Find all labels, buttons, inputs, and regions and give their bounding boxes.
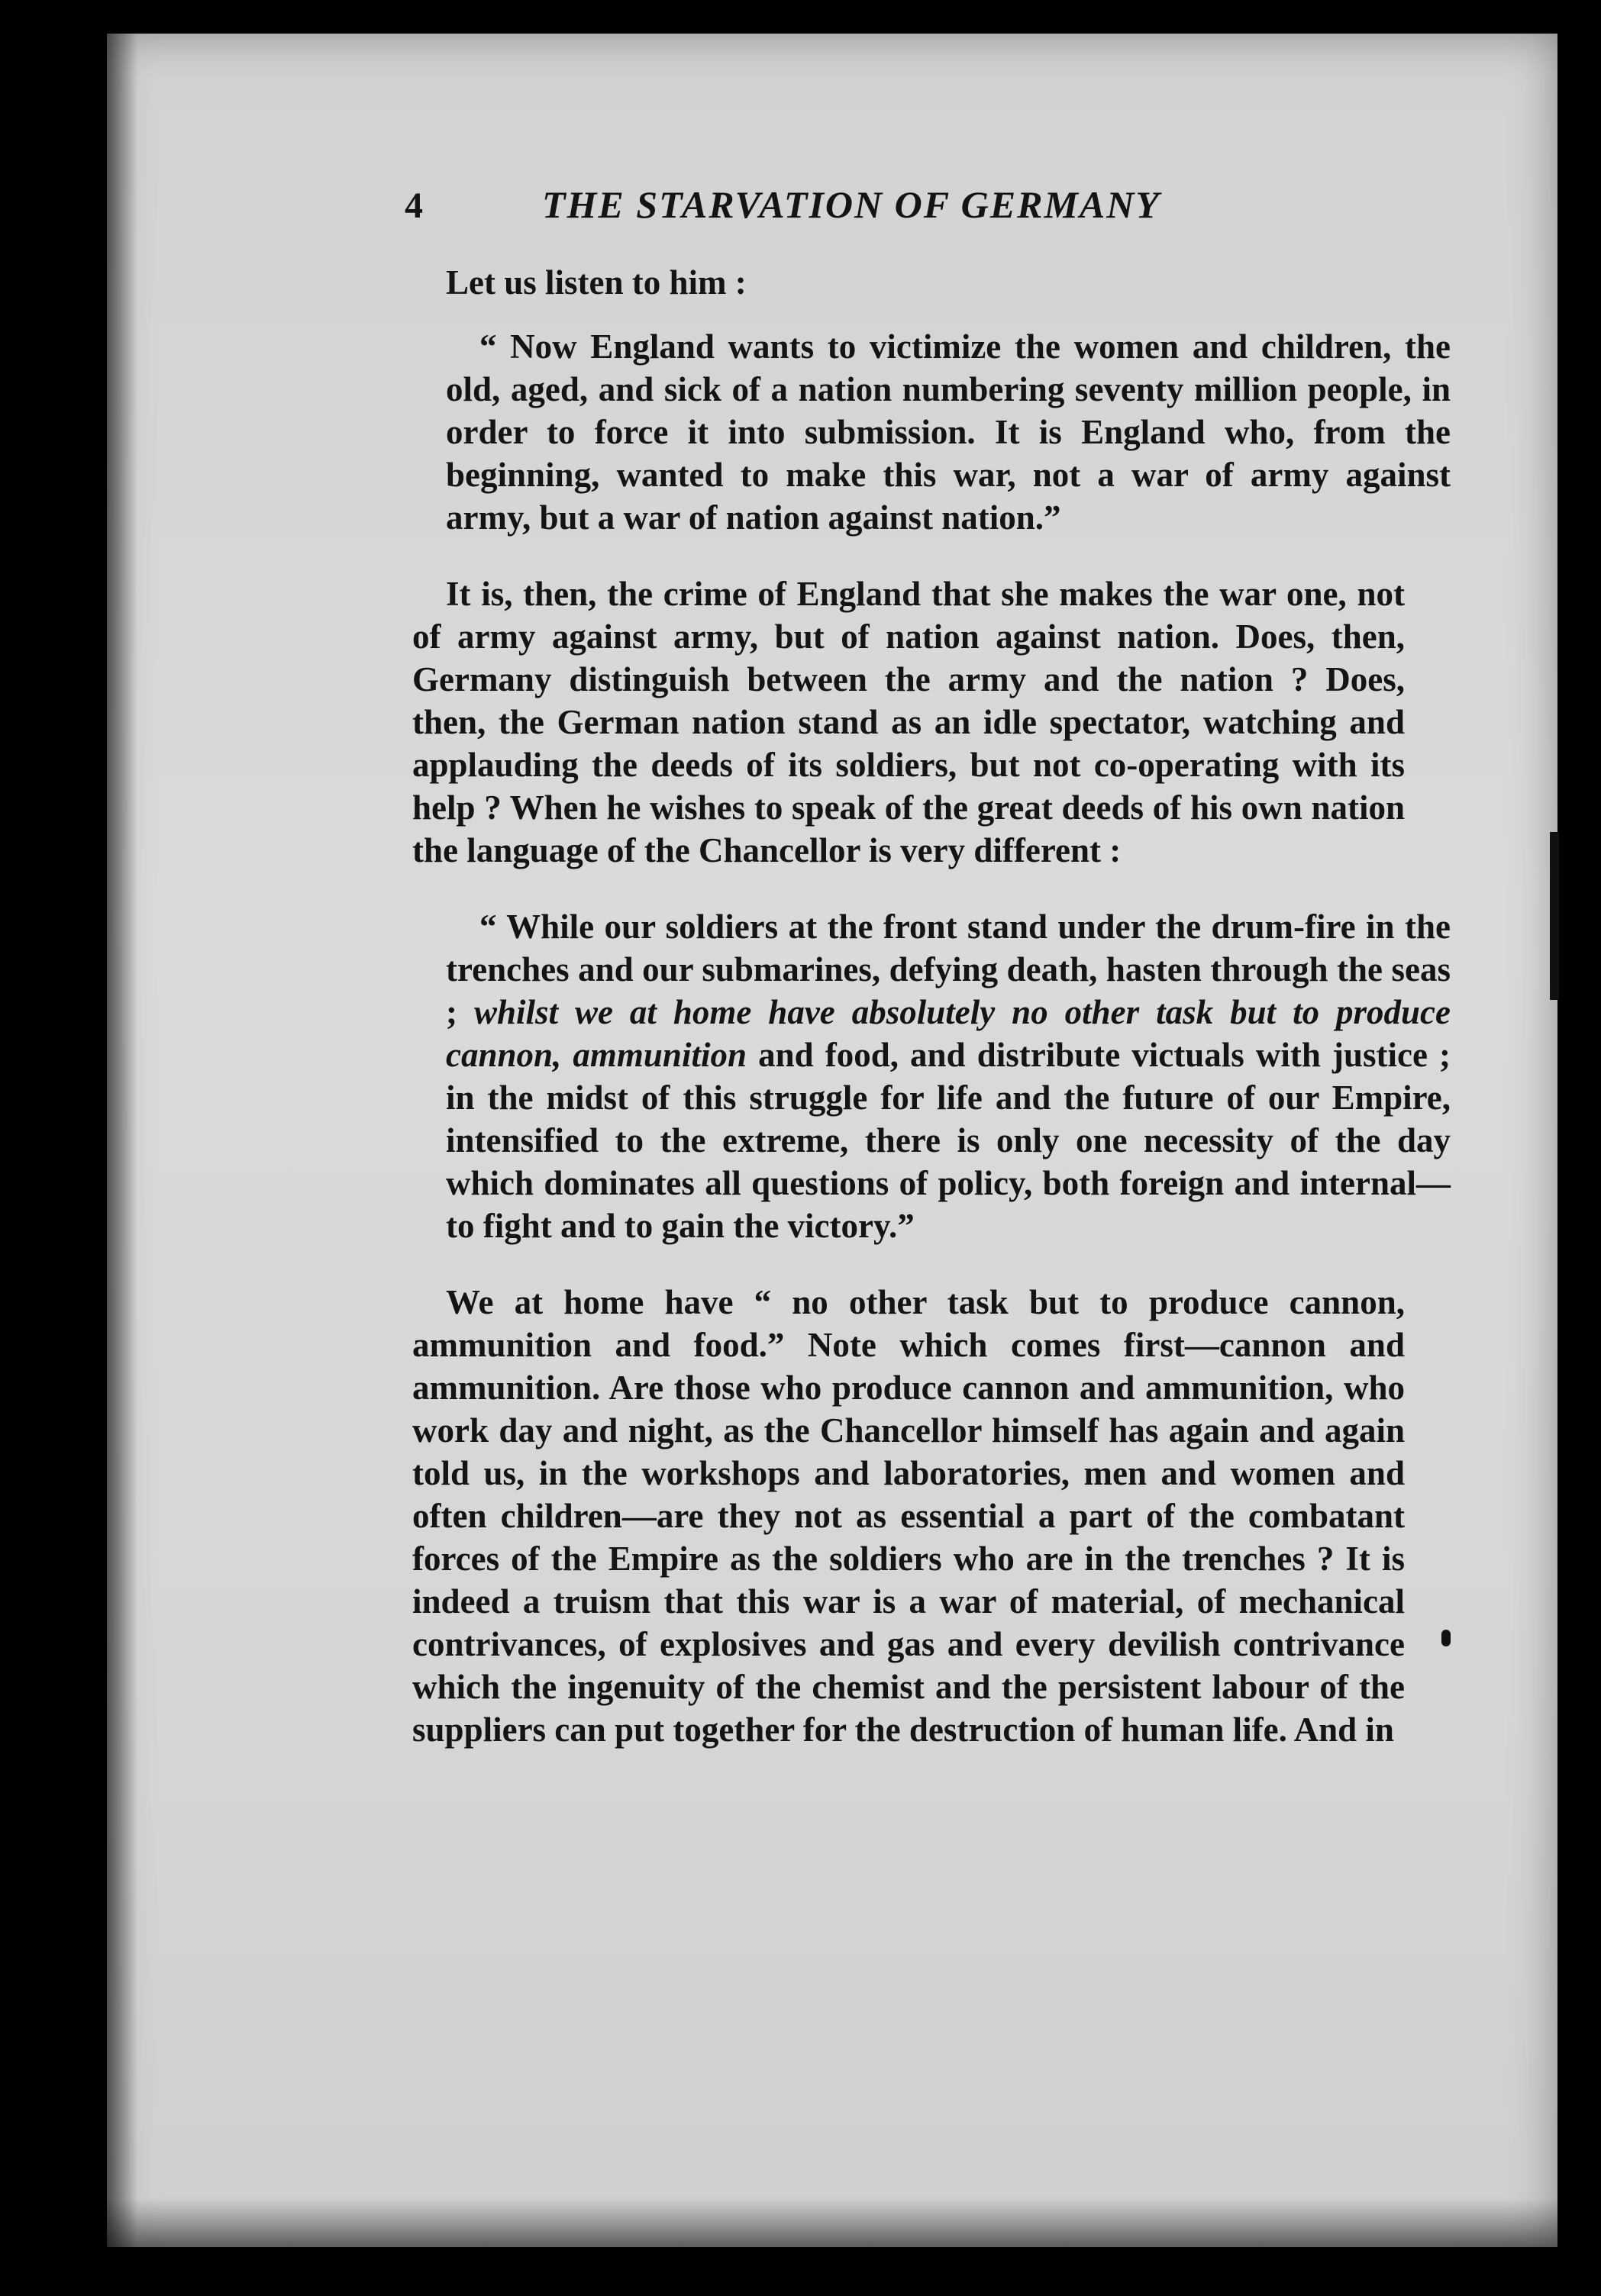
quote-2-emphasis: whilst we at home have absolutely no other task but to produce cannon, ammunition — [446, 993, 1451, 1074]
quote-paragraph-2 — [446, 905, 1451, 1247]
page-title: THE STARVATION OF GERMANY — [542, 183, 1160, 226]
scan-artifact-bar — [1550, 832, 1559, 1000]
page-bottom-shadow — [107, 2198, 1557, 2247]
page-edge-shadow — [107, 34, 137, 2247]
running-head — [405, 183, 1405, 227]
page-number: 4 — [405, 185, 423, 226]
scan-artifact-dot — [1441, 1630, 1451, 1646]
quote-paragraph-1: “ Now England wants to victimize the women and children, the old, aged, and sick of a nation numbering seventy million people, in order to force it into submission. It is England who, from the beginning, wanted to make this war, not a war of army against army, but a war of nation against nation.” — [446, 327, 1451, 537]
body-paragraph-2: We at home have “ no other task but to produce cannon, ammunition and food.” Note which comes first—cannon and ammunition. Are those who produce cannon and ammunition, who work day and night, as the Chancellor himself has again and again told us, in the workshops and laboratories, men and women and often children—are they not as essential a part of the combatant forces of the Empire as the soldiers who are in the trenches ? It is indeed a truism that this war is a war of material, of mechanical contrivances, of explosives and gas and every devilish contrivance which the ingenuity of the chemist and the persistent labour of the suppliers can put together for the destruction of human life. And in — [412, 1283, 1405, 1749]
intro-line: Let us listen to him : — [446, 263, 747, 302]
body-paragraph-1: It is, then, the crime of England that she makes the war one, not of army against army, but of nation against nation. Does, then, Germany distinguish between the army and the nation ? Does, then, the German nation stand as an idle spectator, watching and applauding the deeds of its soldiers, but not co-operating with its help ? When he wishes to speak of the great deeds of his own nation the language of the Chancellor is very different : — [412, 575, 1405, 869]
quote-2-part-b: and food, and distribute victuals with justice ; in the midst of this struggle for life and the future of our Empire, intensified to the extreme, there is only one necessity of the day which dominates all questions of policy, both foreign and internal—to fight and to gain the victory.” — [446, 1036, 1451, 1245]
page-text — [405, 183, 1451, 1751]
quote-2-part-a: “ While our soldiers at the front stand under the drum-fire in the trenches and our submarines, defying death, hasten through the seas ; — [446, 908, 1451, 1031]
